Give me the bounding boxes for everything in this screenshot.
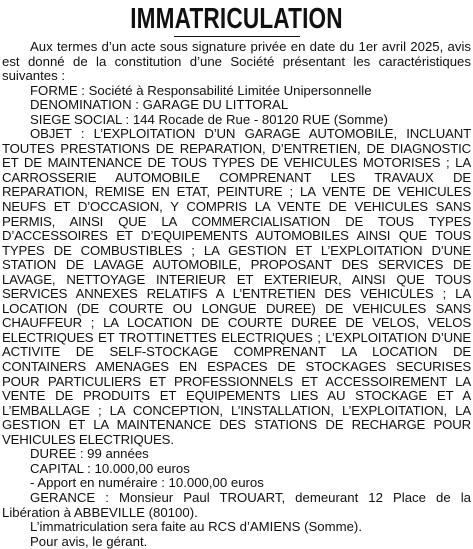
forme-line: FORME : Société à Responsabilité Limitée Unipersonnelle bbox=[30, 82, 372, 98]
objet-paragraph: OBJET : L’EXPLOITATION D’UN GARAGE AUTOMOBILE, INCLUANT TOUTES PRESTATIONS DE REPARATION, D’ENTRETIEN, DE DIAGNOSTIC ET DE MAINTENANCE DE TOUS TYPES DE VEHICULES MOTORISES ; LA CARROSSERIE AUTOMOBILE COMPRENANT LES TRAVAUX DE REPARATION, REMISE EN ETAT, PEINTURE ; LA VENTE DE VEHICULES NEUFS ET D’OCCASION, Y COMPRIS LA VENTE DE VEHICULES SANS PERMIS, AINSI QUE LA COMMERCIALISATION DE TOUS TYPES D’ACCESSOIRES ET D’EQUIPEMENTS AUTOMOBILES AINSI QUE TOUS TYPES DE COMBUSTIBLES ; LA GESTION ET L’EXPLOITATION D’UNE STATION DE LAVAGE AUTOMOBILE, PROPOSANT DES SERVICES DE LAVAGE, NETTOYAGE INTERIEUR ET EXTERIEUR, AINSI QUE TOUS SERVICES ANNEXES RELATIFS A L’ENTRETIEN DES VEHICULES ; LA LOCATION (DE COURTE OU LONGUE DUREE) DE VEHICULES SANS CHAUFFEUR ; LA LOCATION DE COURTE DUREE DE VELOS, VELOS ELECTRIQUES ET TROTTINETTES ELECTRIQUES ; L’EXPLOITATION D’UNE ACTIVITE DE SELF-STOCKAGE COMPRENANT LA LOCATION DE CONTAINERS AMENAGES EN ESPACES DE STOCKAGES SECURISES POUR PARTICULIERS ET PROFESSIONNELS ET ACCESSOIREMENT LA VENTE DE PRODUITS ET EQUIPEMENTS LIES AU STOCKAGE ET A L’EMBALLAGE ; LA CONCEPTION, L’INSTALLATION, L’EXPLOITATION, LA GESTION ET LA MAINTENANCE DES STATIONS DE RECHARGE POUR VEHICULES ELECTRIQUES. bbox=[2, 126, 471, 447]
capital-line: CAPITAL : 10.000,00 euros bbox=[30, 460, 190, 476]
gerance-paragraph: GERANCE : Monsieur Paul TROUART, demeurant 12 Place de la Libération à ABBEVILLE (80100). bbox=[2, 489, 471, 520]
duree-line: DUREE : 99 années bbox=[30, 446, 149, 462]
siege-social-line: SIEGE SOCIAL : 144 Rocade de Rue - 80120 RUE (Somme) bbox=[30, 111, 388, 127]
rcs-line: L’immatriculation sera faite au RCS d’AMIENS (Somme). bbox=[30, 519, 362, 535]
title-underline bbox=[174, 36, 300, 37]
intro-paragraph: Aux termes d’un acte sous signature privée en date du 1er avril 2025, avis est donné de la constitution d’une Société présentant les caractéristiques suivantes : bbox=[2, 39, 471, 84]
notice-title: IMMATRICULATION bbox=[130, 3, 343, 35]
apport-line: - Apport en numéraire : 10.000,00 euros bbox=[30, 475, 264, 491]
denomination-line: DENOMINATION : GARAGE DU LITTORAL bbox=[30, 97, 289, 113]
notice-body bbox=[2, 40, 471, 549]
legal-notice bbox=[0, 3, 473, 549]
signature-line: Pour avis, le gérant. bbox=[30, 533, 148, 549]
